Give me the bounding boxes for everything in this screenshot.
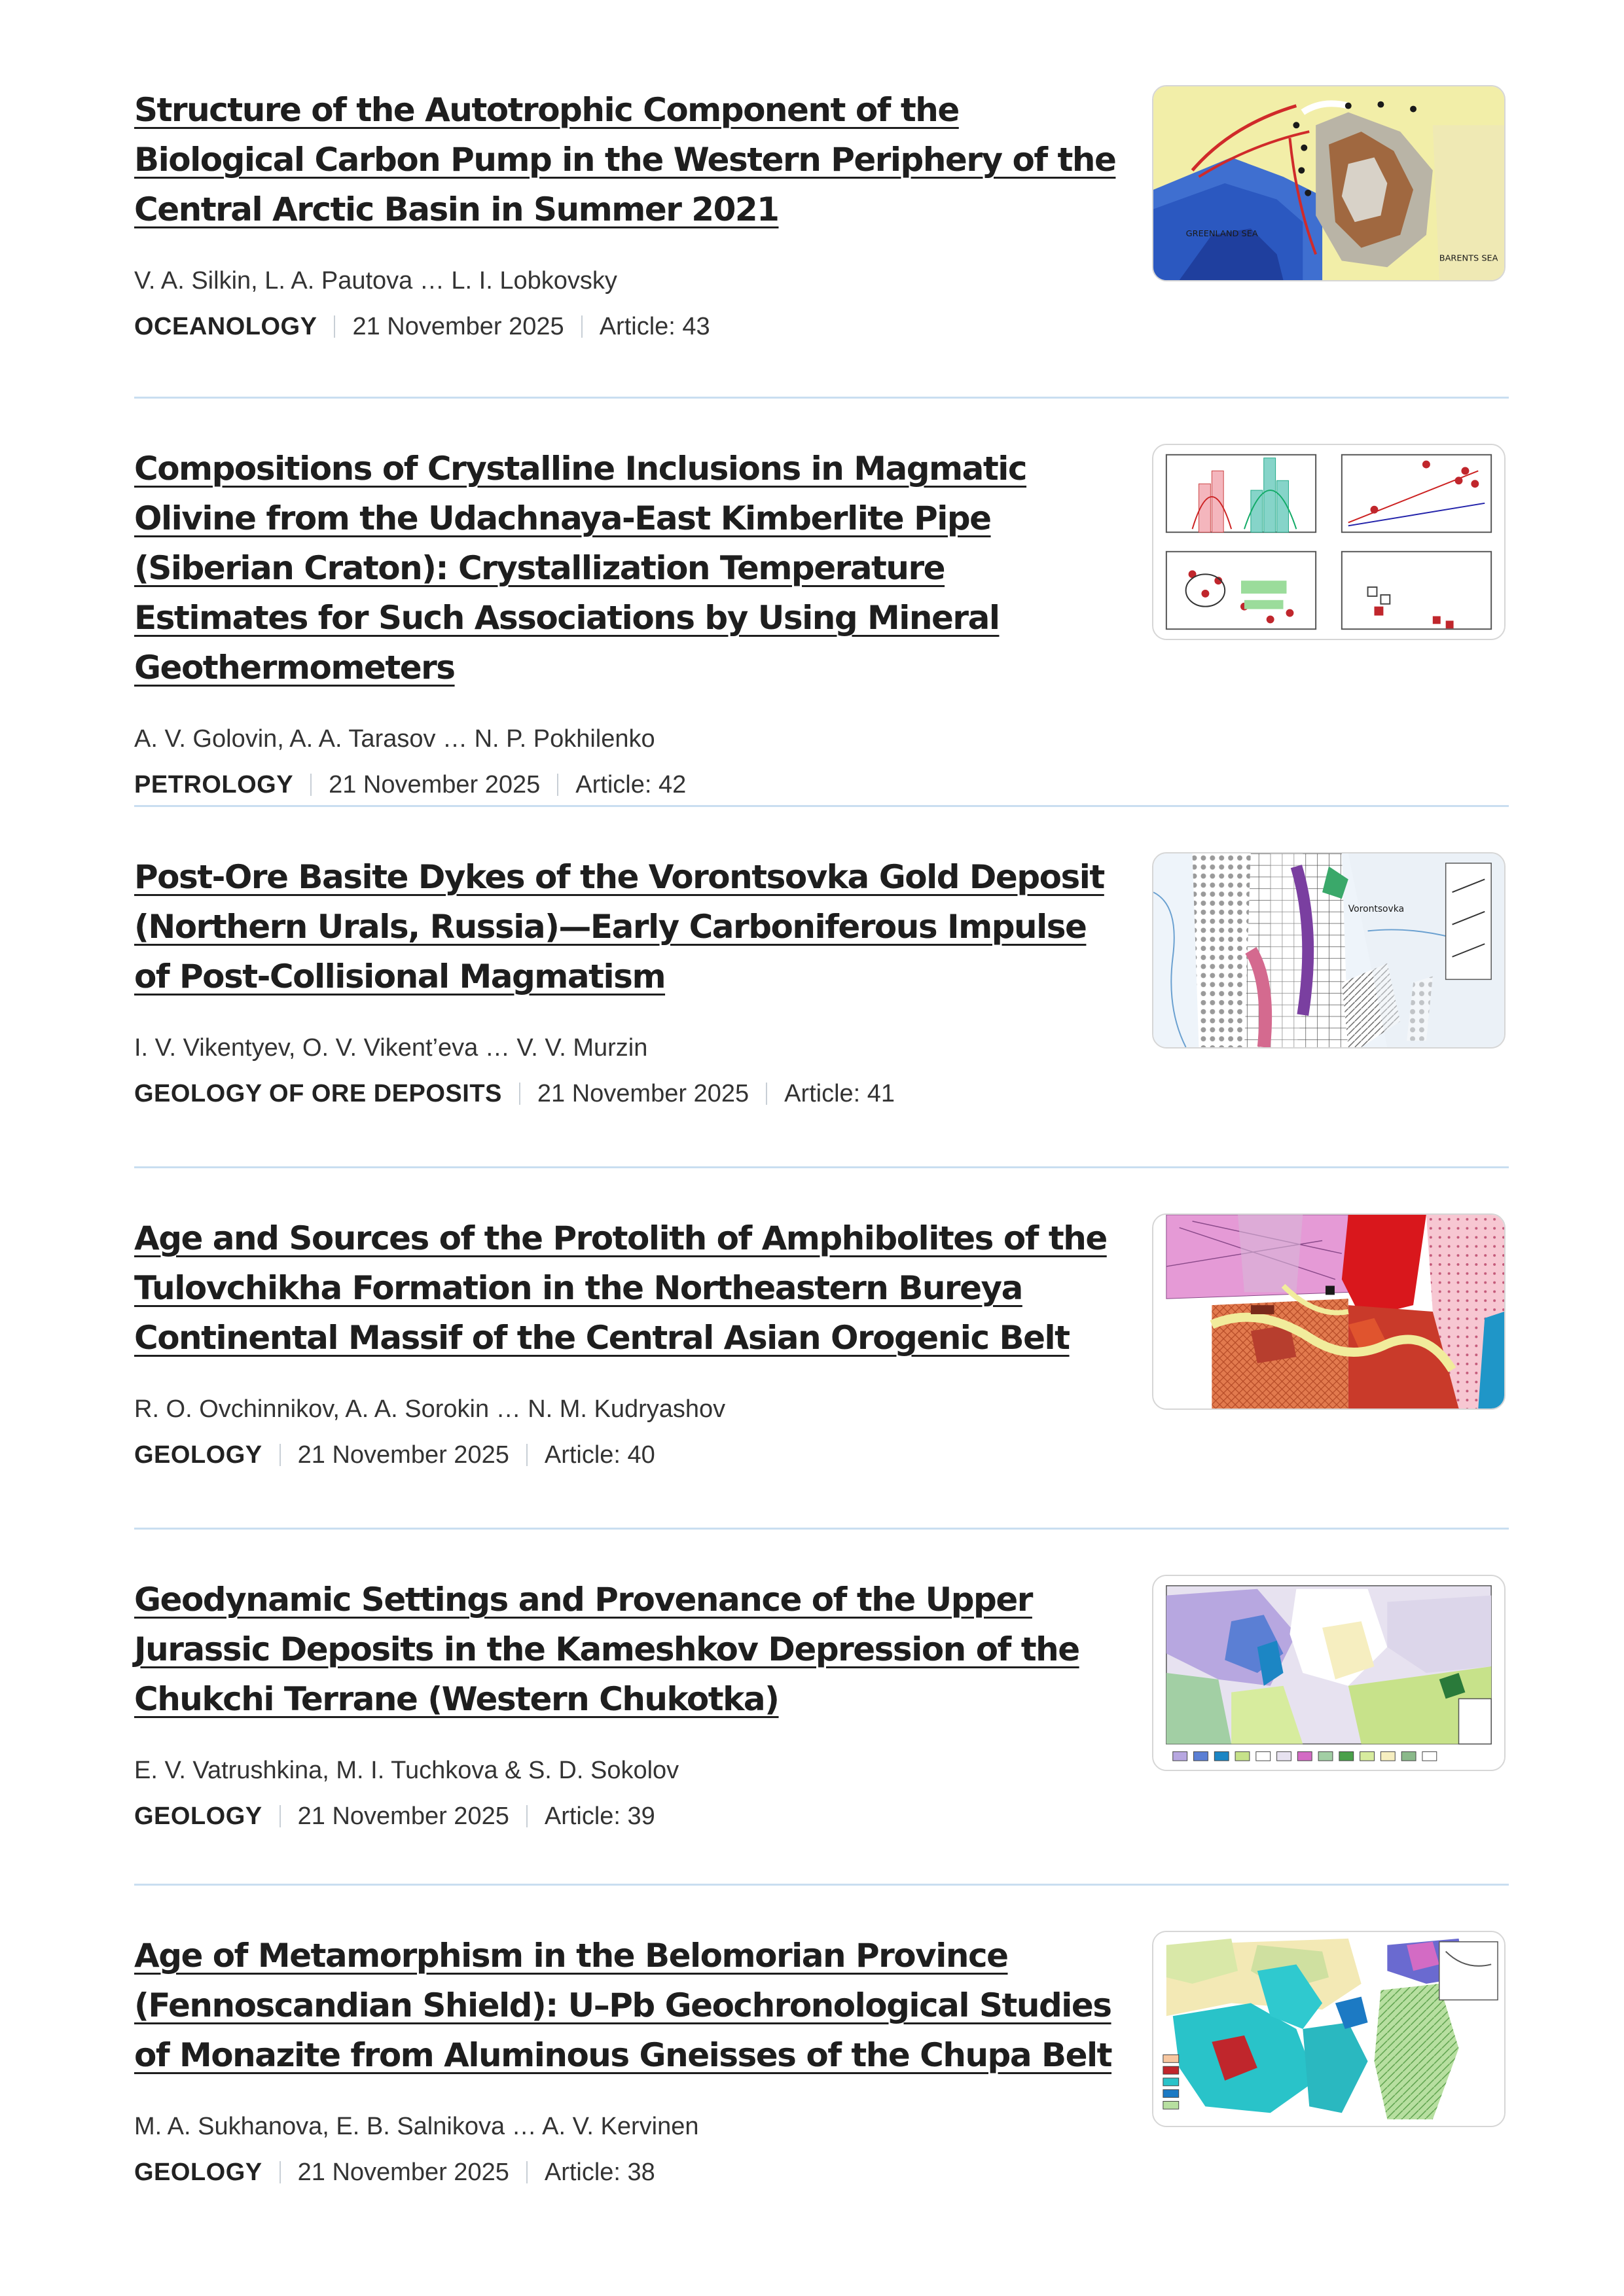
meta-separator <box>334 315 335 338</box>
meta-separator <box>581 315 583 338</box>
article-title-link[interactable]: Age of Metamorphism in the Belomorian Province (Fennoscandian Shield): U–Pb Geochronological Studies of Monazite from Aluminous Gneisses of the Chupa Belt <box>134 1937 1112 2074</box>
article-meta <box>134 312 1116 342</box>
article-title-link[interactable]: Post-Ore Basite Dykes of the Vorontsovka Gold Deposit (Northern Urals, Russia)—Early Carboniferous Impulse of Post-Collisional Magmatism <box>134 858 1104 996</box>
article-divider <box>134 397 1509 399</box>
article-text <box>134 444 1116 800</box>
article-text <box>134 1213 1116 1470</box>
article-divider <box>134 1884 1509 1886</box>
article-authors: M. A. Sukhanova, E. B. Salnikova … A. V. Kervinen <box>134 2113 699 2140</box>
arctic-map-image <box>1153 86 1504 280</box>
article-title-link[interactable]: Compositions of Crystalline Inclusions in Magmatic Olivine from the Udachnaya-East Kimberlite Pipe (Siberian Craton): Crystallization Temperature Estimates for Such Associations by Using Mineral Geothermometers <box>134 450 1027 687</box>
article-thumbnail[interactable] <box>1152 444 1506 640</box>
article-divider <box>134 1528 1509 1530</box>
article-card <box>134 85 1509 399</box>
article-text <box>134 1931 1116 2187</box>
journal-name: GEOLOGY <box>134 2159 262 2186</box>
article-title-link[interactable]: Age and Sources of the Protolith of Amphibolites of the Tulovchikha Formation in the Northeastern Bureya Continental Massif of the Central Asian Orogenic Belt <box>134 1219 1107 1357</box>
meta-separator <box>526 2161 528 2183</box>
article-number: Article: 40 <box>544 1441 655 1469</box>
map-label: GREENLAND SEA <box>1185 228 1258 239</box>
geological-map-image <box>1153 853 1504 1047</box>
article-authors: R. O. Ovchinnikov, A. A. Sorokin … N. M. Kudryashov <box>134 1395 726 1423</box>
article-card <box>134 1213 1509 1528</box>
article-number: Article: 38 <box>544 2159 655 2186</box>
meta-separator <box>766 1083 767 1105</box>
article-number: Article: 42 <box>575 771 687 798</box>
article-divider <box>134 805 1509 807</box>
article-text <box>134 852 1116 1109</box>
journal-name: OCEANOLOGY <box>134 313 317 340</box>
article-number: Article: 39 <box>544 1803 655 1830</box>
article-meta <box>134 1801 1116 1831</box>
article-thumbnail[interactable] <box>1152 852 1506 1049</box>
publication-date: 21 November 2025 <box>352 313 564 340</box>
article-divider <box>134 1166 1509 1168</box>
map-label: BARENTS SEA <box>1439 253 1498 264</box>
article-thumbnail[interactable] <box>1152 1575 1506 1771</box>
article-authors: I. V. Vikentyev, O. V. Vikent’eva … V. V. Murzin <box>134 1034 648 1062</box>
article-meta <box>134 2157 1116 2187</box>
meta-separator <box>526 1805 528 1827</box>
journal-name: GEOLOGY <box>134 1803 262 1830</box>
article-text <box>134 85 1116 342</box>
meta-separator <box>519 1083 520 1105</box>
article-meta <box>134 770 1116 800</box>
publication-date: 21 November 2025 <box>297 2159 509 2186</box>
article-meta <box>134 1079 1116 1109</box>
article-card <box>134 1575 1509 1889</box>
article-thumbnail[interactable] <box>1152 85 1506 281</box>
journal-name: PETROLOGY <box>134 771 294 798</box>
article-number: Article: 43 <box>599 313 710 340</box>
composition-plots-image <box>1153 445 1504 639</box>
map-label: Vorontsovka <box>1348 903 1405 914</box>
meta-separator <box>280 1444 281 1466</box>
meta-separator <box>280 1805 281 1827</box>
geological-map-image <box>1153 1215 1504 1408</box>
publication-date: 21 November 2025 <box>537 1080 749 1107</box>
publication-date: 21 November 2025 <box>297 1441 509 1469</box>
article-authors: E. V. Vatrushkina, M. I. Tuchkova & S. D. Sokolov <box>134 1757 679 1784</box>
journal-name: GEOLOGY OF ORE DEPOSITS <box>134 1080 502 1107</box>
publication-date: 21 November 2025 <box>297 1803 509 1830</box>
meta-separator <box>526 1444 528 1466</box>
meta-separator <box>557 774 558 796</box>
geological-map-image <box>1153 1576 1504 1770</box>
article-text <box>134 1575 1116 1831</box>
article-thumbnail[interactable] <box>1152 1213 1506 1410</box>
publication-date: 21 November 2025 <box>329 771 541 798</box>
meta-separator <box>310 774 312 796</box>
geological-map-image <box>1153 1932 1504 2126</box>
article-card <box>134 444 1509 798</box>
article-card <box>134 852 1509 1166</box>
article-authors: V. A. Silkin, L. A. Pautova … L. I. Lobkovsky <box>134 267 617 295</box>
article-authors: A. V. Golovin, A. A. Tarasov … N. P. Pokhilenko <box>134 725 655 753</box>
article-card <box>134 1931 1509 2245</box>
article-number: Article: 41 <box>784 1080 895 1107</box>
article-title-link[interactable]: Structure of the Autotrophic Component of the Biological Carbon Pump in the Western Periphery of the Central Arctic Basin in Summer 2021 <box>134 91 1116 228</box>
article-thumbnail[interactable] <box>1152 1931 1506 2127</box>
meta-separator <box>280 2161 281 2183</box>
article-title-link[interactable]: Geodynamic Settings and Provenance of the Upper Jurassic Deposits in the Kameshkov Depression of the Chukchi Terrane (Western Chukotka) <box>134 1581 1079 1718</box>
journal-name: GEOLOGY <box>134 1441 262 1469</box>
article-meta <box>134 1440 1116 1470</box>
